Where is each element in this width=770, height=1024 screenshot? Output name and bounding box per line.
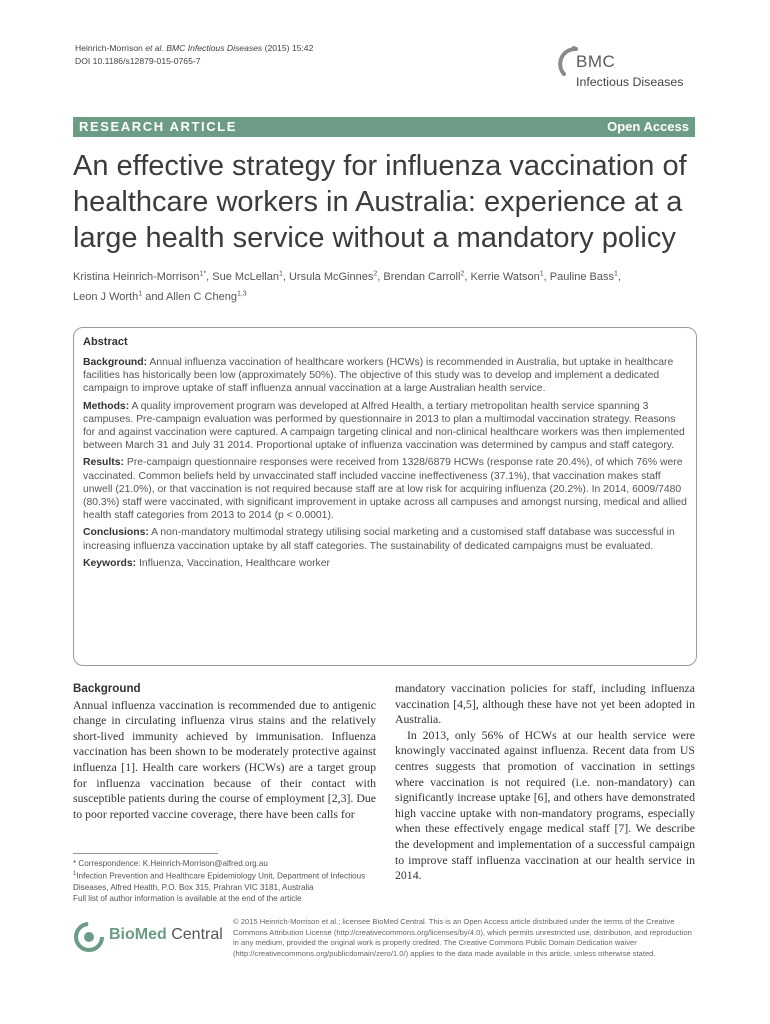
abstract-background: Background: Annual influenza vaccination of healthcare workers (HCWs) is recommended in Australia, but uptake in healthcare facilities has historically been low (approximately 50%). The objective of this study was to develop and implement a dedicated campaign to improve uptake of staff influenza annual vaccination at a large Australian health service. — [83, 357, 674, 395]
abstract-heading: Abstract — [83, 336, 128, 348]
citation-line: Heinrich-Morrison et al. BMC Infectious Diseases (2015) 15:42 — [75, 43, 314, 53]
footnote-divider — [73, 853, 218, 854]
body-column-right — [395, 681, 695, 884]
biomed-swirl-icon — [73, 921, 105, 953]
abstract-body — [83, 356, 687, 574]
biomed-central-logo — [73, 921, 233, 953]
logo-journal-name: Infectious Diseases — [576, 75, 684, 89]
abstract-box — [73, 327, 697, 666]
author: Kristina Heinrich-Morrison$^{1*}$, — [73, 270, 213, 283]
affiliation: $^1$Infection Prevention and Healthcare Epidemiology Unit, Department of Infectious Diseases, Alfred Health, P.O. Box 315, Prahran VIC 3181, Australia — [73, 871, 366, 893]
doi: DOI 10.1186/s12879-015-0765-7 — [75, 56, 201, 66]
open-access-label: Open Access — [607, 119, 689, 134]
logo-bmc-text: BMC — [576, 52, 616, 71]
author: Leon J Worth$^1$ and — [73, 290, 166, 304]
footnote — [73, 858, 378, 905]
article-type-label: RESEARCH ARTICLE — [79, 119, 238, 134]
body-column-left — [73, 681, 376, 822]
body-paragraph: mandatory vaccination policies for staff, including influenza vaccination [4,5], although these have not yet been adopted in Australia. — [395, 681, 695, 727]
author: Pauline Bass$^1$, — [549, 270, 621, 283]
author: Ursula McGinnes$^2$, — [288, 270, 384, 283]
abstract-conclusions: Conclusions: A non-mandatory multimodal strategy utilising social marketing and a customised staff database was successful in increasing influenza vaccination uptake by all staff categories. The sustainability of dedicated campaigns must be evaluated. — [83, 527, 675, 552]
author: Sue McLellan$^1$, — [212, 270, 289, 283]
article-type-banner — [73, 117, 695, 137]
section-heading-background: Background — [73, 682, 141, 695]
correspondence: * Correspondence: K.Heinrich-Morrison@alfred.org.au — [73, 859, 268, 868]
author: Kerrie Watson$^1$, — [470, 270, 550, 283]
author-list — [73, 265, 703, 306]
biomed-central-wordmark: BioMed Central — [109, 926, 223, 943]
license-statement: © 2015 Heinrich-Morrison et al.; licensee BioMed Central. This is an Open Access article distributed under the terms of the Creative Commons Attribution License (http://creativecommons.org/licenses/by/4.0), which permits unrestricted use, distribution, and reproduction in any medium, provided the original work is properly credited. The Creative Commons Public Domain Dedication waiver (http://creativecommons.org/publicdomain/zero/1.0/) applies to the data made available in this article, unless otherwise stated. — [233, 917, 692, 958]
body-paragraph: In 2013, only 56% of HCWs at our health service were knowingly vaccinated against influenza. Recent data from US centres suggests that promotion of vaccination in settings where vaccination is not required (i.e. non-mandatory) can significantly increase uptake [6], and others have demonstrated high vaccine uptake with non-mandatory programs, especially when these effectively engage medical staff [7]. We describe the development and implementation of a successful campaign to improve staff influenza vaccination at our health service in 2014. — [395, 727, 695, 883]
abstract-results: Results: Pre-campaign questionnaire responses were received from 1328/6879 HCWs (response rate 20.4%), of which 76% were vaccinated. Common beliefs held by unvaccinated staff included vaccine ineffectiveness (37.1%), that vaccination makes staff unwell (21.0%), or that vaccination is not required because staff are at low risk for acquiring influenza (20.2%). In 2014, 6009/7480 (80.3%) staff were vaccinated, with significant improvement in uptake across all campuses and amongst nursing, medical and allied health staff categories from 2013 to 2014 (p < 0.0001). — [83, 457, 687, 522]
full-author-info-note: Full list of author information is available at the end of the article — [73, 894, 302, 904]
article-title: An effective strategy for influenza vaccination of healthcare workers in Australia: experience at a large health service without a mandatory policy — [73, 150, 687, 254]
citation-header — [75, 42, 313, 68]
abstract-methods: Methods: A quality improvement program was developed at Alfred Health, a tertiary metropolitan health service spanning 3 campuses. Pre-campaign evaluation was performed by questionnaire in 2013 to plan a multimodal vaccination strategy. Reasons for and against vaccination were captured. A campaign targeting clinical and non-clinical healthcare workers was then implemented between March 31 and July 31 2014. Proportional uptake of influenza vaccination was determined by campus and staff category. — [83, 400, 685, 452]
author: Brendan Carroll$^2$, — [383, 270, 471, 283]
body-paragraph: Annual influenza vaccination is recommended due to antigenic change in circulating influenza virus stains and the relatively short-lived immunity achieved by immunisation. Influenza vaccination has been shown to be moderately protective against influenza [1]. Health care workers (HCWs) are a target group for influenza vaccination because of their contact with susceptible patients during the course of employment [2,3]. Due to poor reported vaccine coverage, there have been calls for — [73, 697, 376, 821]
abstract-keywords: Keywords: Influenza, Vaccination, Healthcare worker — [83, 557, 330, 569]
journal-logo — [558, 46, 708, 96]
author: Allen C Cheng$^{1,3}$ — [166, 290, 247, 304]
